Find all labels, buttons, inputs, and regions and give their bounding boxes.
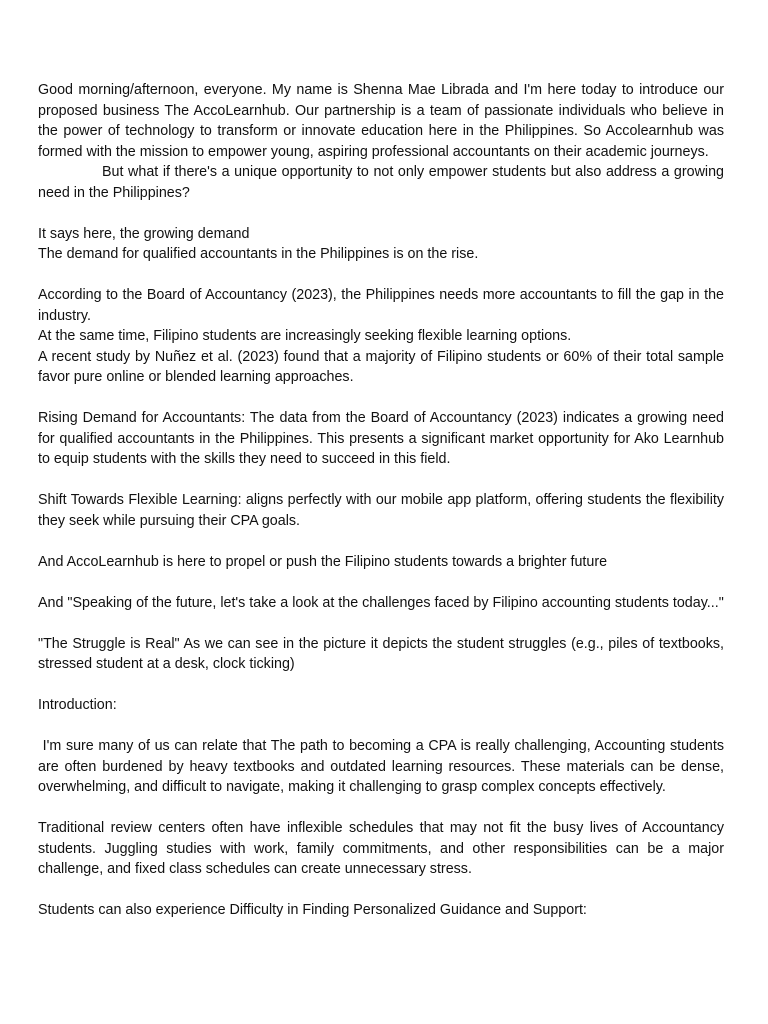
cpa-path-paragraph: I'm sure many of us can relate that The path to becoming a CPA is really challenging, Accounting students are often burdened by heavy textbooks and outdated learning resources. These materials can be dense, overwhelming, and difficult to navigate, making it challenging to grasp complex concepts effectively.	[38, 738, 728, 795]
opportunity-paragraph: But what if there's a unique opportunity to not only empower students but also address a growing need in the Philippines?	[38, 164, 724, 201]
document-page	[38, 80, 728, 921]
challenges-paragraph: And "Speaking of the future, let's take a look at the challenges faced by Filipino accounting students today..."	[38, 594, 724, 611]
growing-demand-line: It says here, the growing demand	[38, 225, 250, 242]
paragraph-gap	[38, 613, 724, 634]
review-centers-paragraph: Traditional review centers often have inflexible schedules that may not fit the busy lives of Accountancy students. Juggling studies with work, family commitments, and other responsibilities can be a major challenge, and fixed class schedules can create unnecessary stress.	[38, 820, 724, 877]
study-paragraph: A recent study by Nuñez et al. (2023) found that a majority of Filipino students or 60% of their total sample favor pure online or blended learning approaches.	[38, 348, 724, 385]
board-accountancy-paragraph: According to the Board of Accountancy (2023), the Philippines needs more accountants to fill the gap in the industry.	[38, 287, 724, 324]
introduction-heading: Introduction:	[38, 697, 117, 713]
demand-rise-line: The demand for qualified accountants in the Philippines is on the rise.	[38, 246, 479, 262]
paragraph-gap	[38, 388, 724, 409]
flexible-options-line: At the same time, Filipino students are increasingly seeking flexible learning options.	[38, 328, 572, 344]
paragraph-gap	[38, 265, 724, 286]
rising-demand-paragraph: Rising Demand for Accountants: The data from the Board of Accountancy (2023) indicates a growing need for qualified accountants in the Philippines. This presents a significant market opportunity for Ako Learnhub to equip students with the skills they need to succeed in this field.	[38, 410, 724, 467]
paragraph-gap	[38, 880, 724, 901]
paragraph-gap	[38, 716, 724, 737]
paragraph-gap	[38, 572, 724, 593]
struggle-paragraph: "The Struggle is Real" As we can see in the picture it depicts the student struggles (e.g., piles of textbooks, stressed student at a desk, clock ticking)	[38, 635, 724, 672]
paragraph-gap	[38, 798, 724, 819]
paragraph-gap	[38, 531, 724, 552]
paragraph-gap	[38, 470, 724, 491]
brighter-future-line: And AccoLearnhub is here to propel or push the Filipino students towards a brighter future	[38, 553, 608, 570]
intro-paragraph: Good morning/afternoon, everyone. My name is Shenna Mae Librada and I'm here today to introduce our proposed business The AccoLearnhub. Our partnership is a team of passionate individuals who believe in the power of technology to transform or innovate education here in the Philippines. So Accolearnhub was formed with the mission to empower young, aspiring professional accountants on their academic journeys.	[38, 82, 724, 160]
paragraph-gap	[38, 675, 724, 696]
paragraph-gap	[38, 203, 724, 224]
flexible-learning-paragraph: Shift Towards Flexible Learning: aligns perfectly with our mobile app platform, offering students the flexibility they seek while pursuing their CPA goals.	[38, 492, 724, 529]
guidance-line: Students can also experience Difficulty in Finding Personalized Guidance and Support:	[38, 902, 587, 918]
